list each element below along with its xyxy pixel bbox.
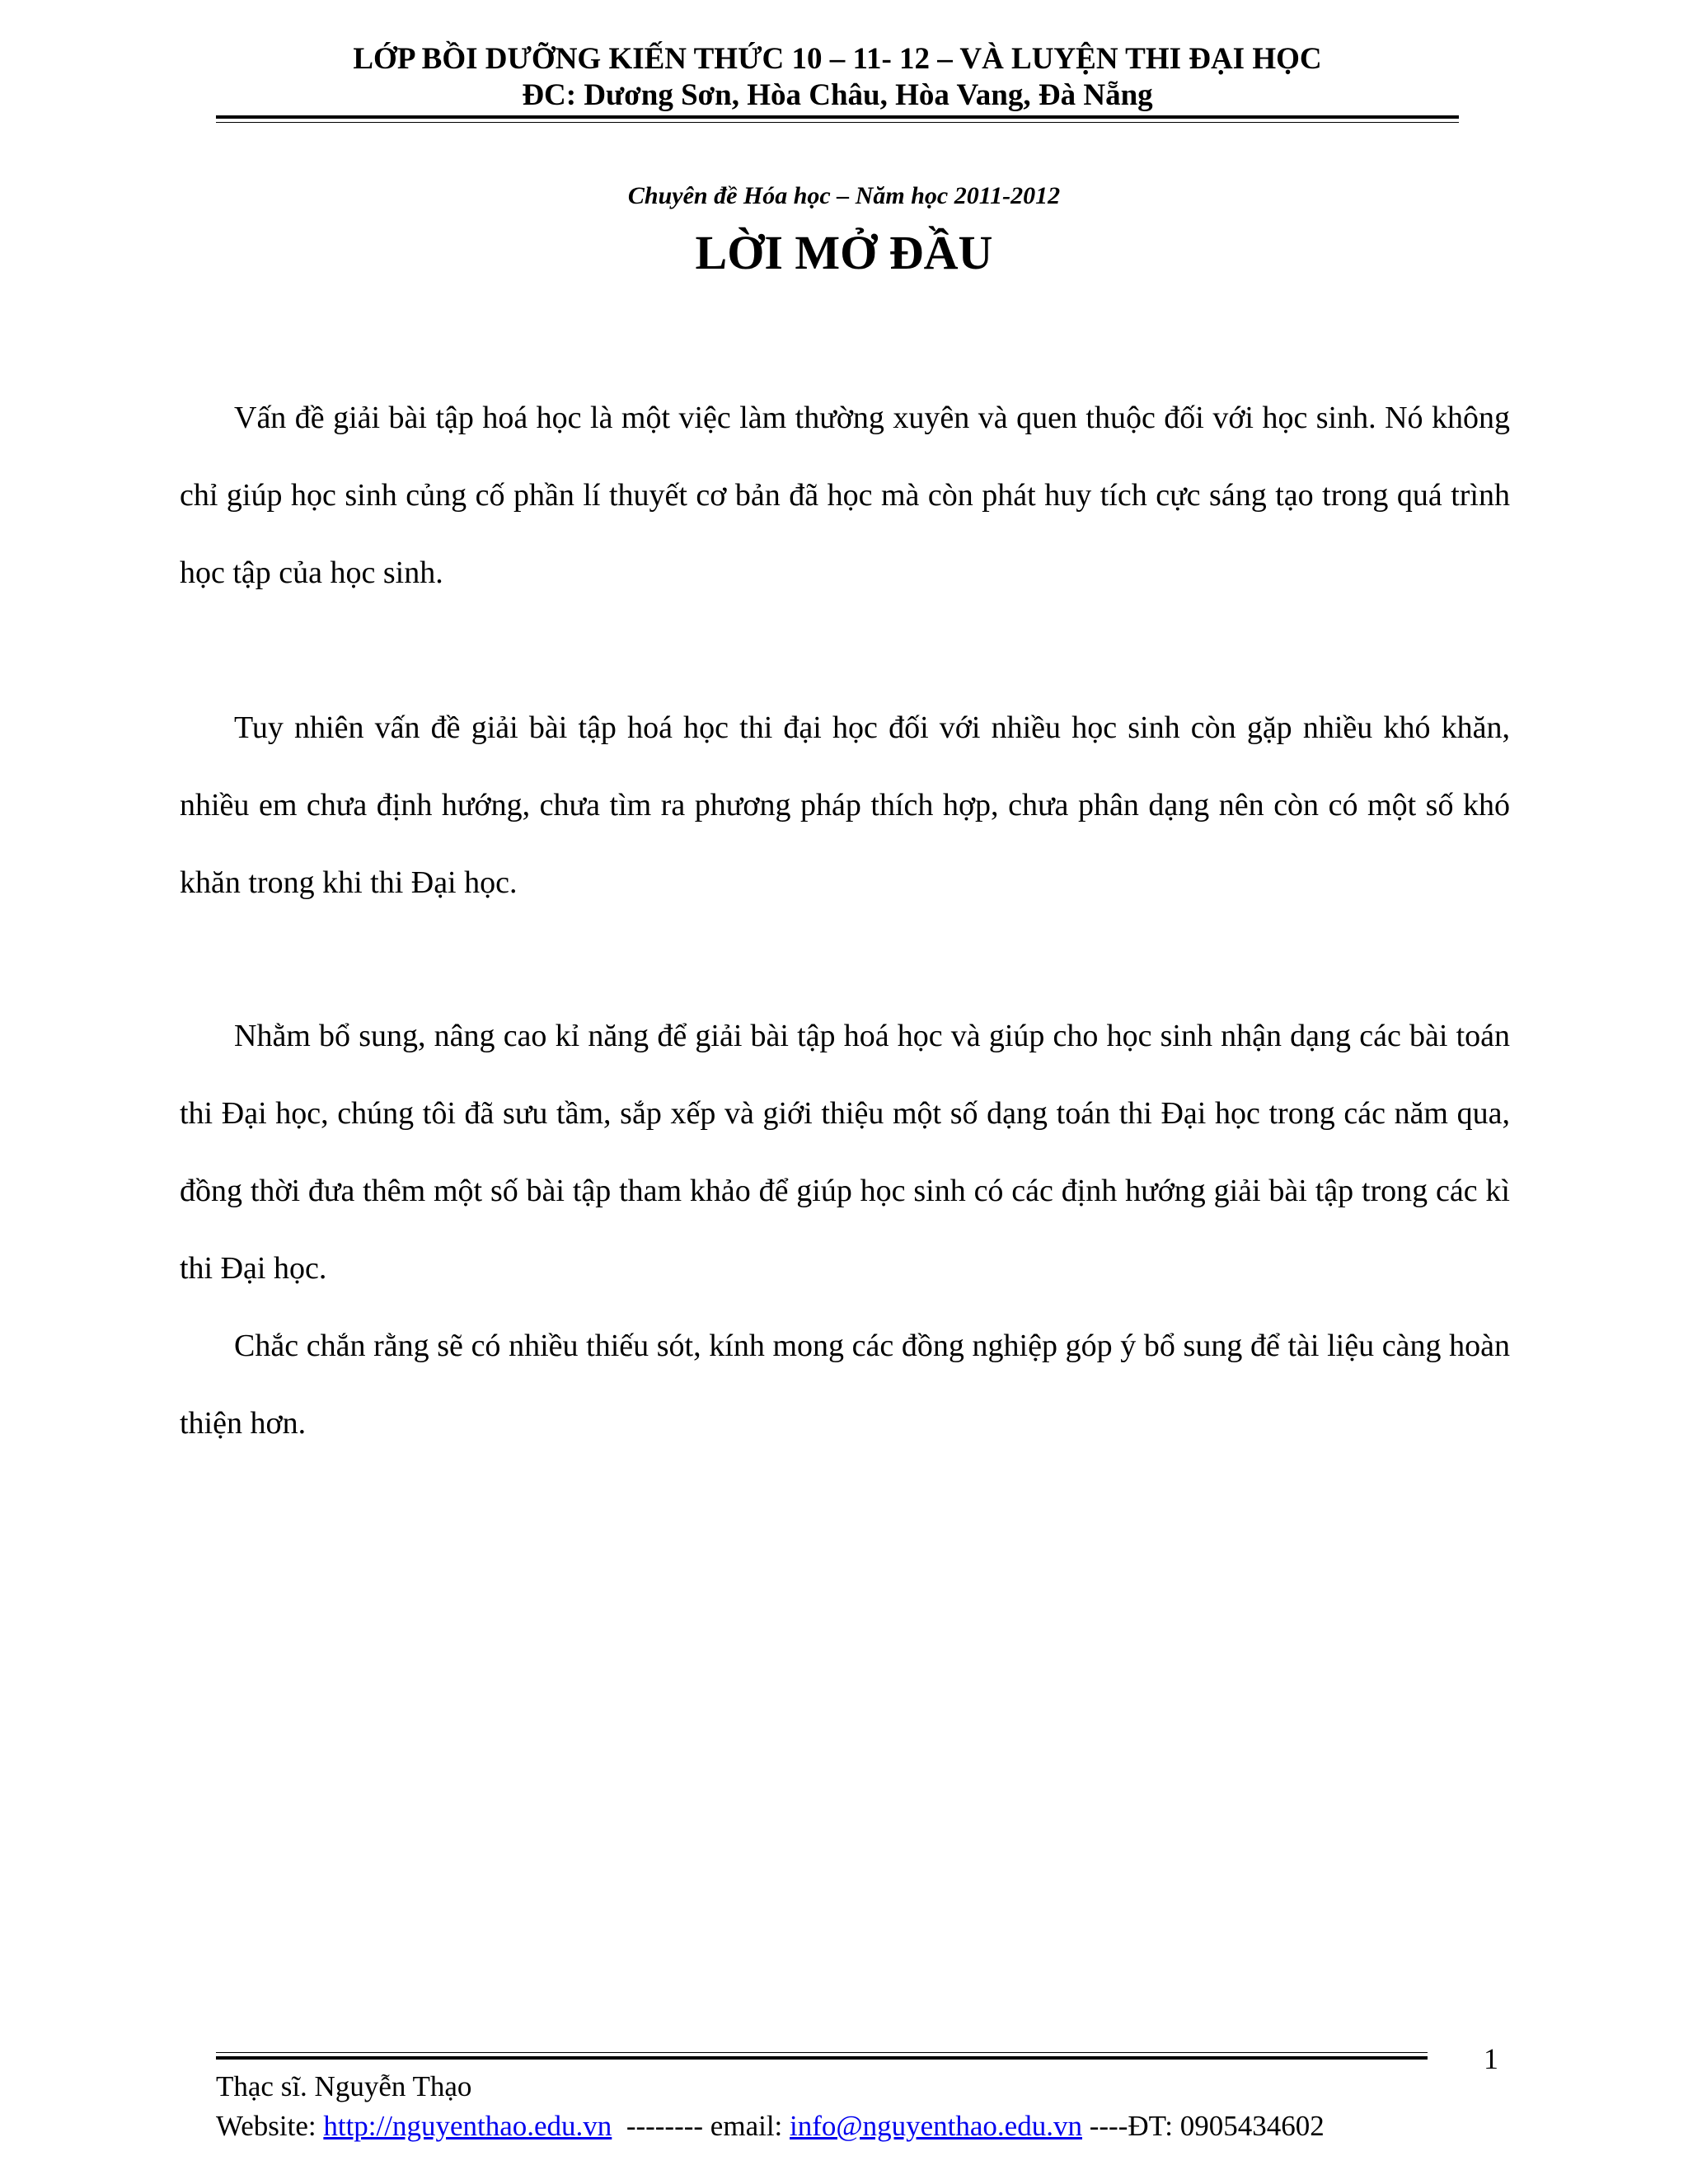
paragraph-1 xyxy=(180,379,1510,612)
footer-contact xyxy=(216,2107,1325,2146)
document-subtitle: Chuyên đề Hóa học – Năm học 2011-2012 xyxy=(627,182,1061,209)
email-link[interactable]: info@nguyenthao.edu.vn xyxy=(790,2110,1082,2142)
website-label: Website: xyxy=(216,2110,324,2142)
footer-author: Thạc sĩ. Nguyễn Thạo xyxy=(216,2070,472,2102)
header-line-1: LỚP BỒI DƯỠNG KIẾN THỨC 10 – 11- 12 – VÀ LUYỆN THI ĐẠI HỌC xyxy=(353,42,1322,76)
page-number: 1 xyxy=(1484,2042,1498,2075)
paragraph-text: Nhằm bổ sung, nâng cao kỉ năng để giải bài tập hoá học và giúp cho học sinh nhận dạng các bài toán thi Đại học, chúng tôi đã sưu tầm, sắp xếp và giới thiệu một số dạng toán thi Đại học trong các năm qua, đồng thời đưa thêm một số bài tập tham khảo để giúp học sinh có các định hướng giải bài tập trong các kì thi Đại học. xyxy=(180,1019,1510,1286)
header-line-2: ĐC: Dương Sơn, Hòa Châu, Hòa Vang, Đà Nẵng xyxy=(522,78,1153,112)
page-footer xyxy=(216,2067,1325,2146)
page-header xyxy=(216,41,1459,114)
document-title: LỜI MỞ ĐẦU xyxy=(695,226,993,279)
footer-divider xyxy=(216,2052,1428,2060)
paragraph-4 xyxy=(180,1307,1510,1462)
paragraph-2 xyxy=(180,689,1510,921)
website-link[interactable]: http://nguyenthao.edu.vn xyxy=(323,2110,612,2142)
header-divider xyxy=(216,115,1459,123)
phone-text: ----ĐT: 0905434602 xyxy=(1081,2110,1325,2142)
paragraph-text: Tuy nhiên vấn đề giải bài tập hoá học thi đại học đối với nhiều học sinh còn gặp nhiều khó khăn, nhiều em chưa định hướng, chưa tìm ra phương pháp thích hợp, chưa phân dạng nên còn có một số khó khăn trong khi thi Đại học. xyxy=(180,710,1510,900)
paragraph-text: Vấn đề giải bài tập hoá học là một việc làm thường xuyên và quen thuộc đối với học sinh. Nó không chỉ giúp học sinh củng cố phần lí thuyết cơ bản đã học mà còn phát huy tích cực sáng tạo trong quá trình học tập của học sinh. xyxy=(180,401,1510,590)
email-label: -------- email: xyxy=(612,2110,790,2142)
paragraph-text: Chắc chắn rằng sẽ có nhiều thiếu sót, kính mong các đồng nghiệp góp ý bổ sung để tài liệu càng hoàn thiện hơn. xyxy=(180,1329,1510,1441)
paragraph-3 xyxy=(180,997,1510,1307)
